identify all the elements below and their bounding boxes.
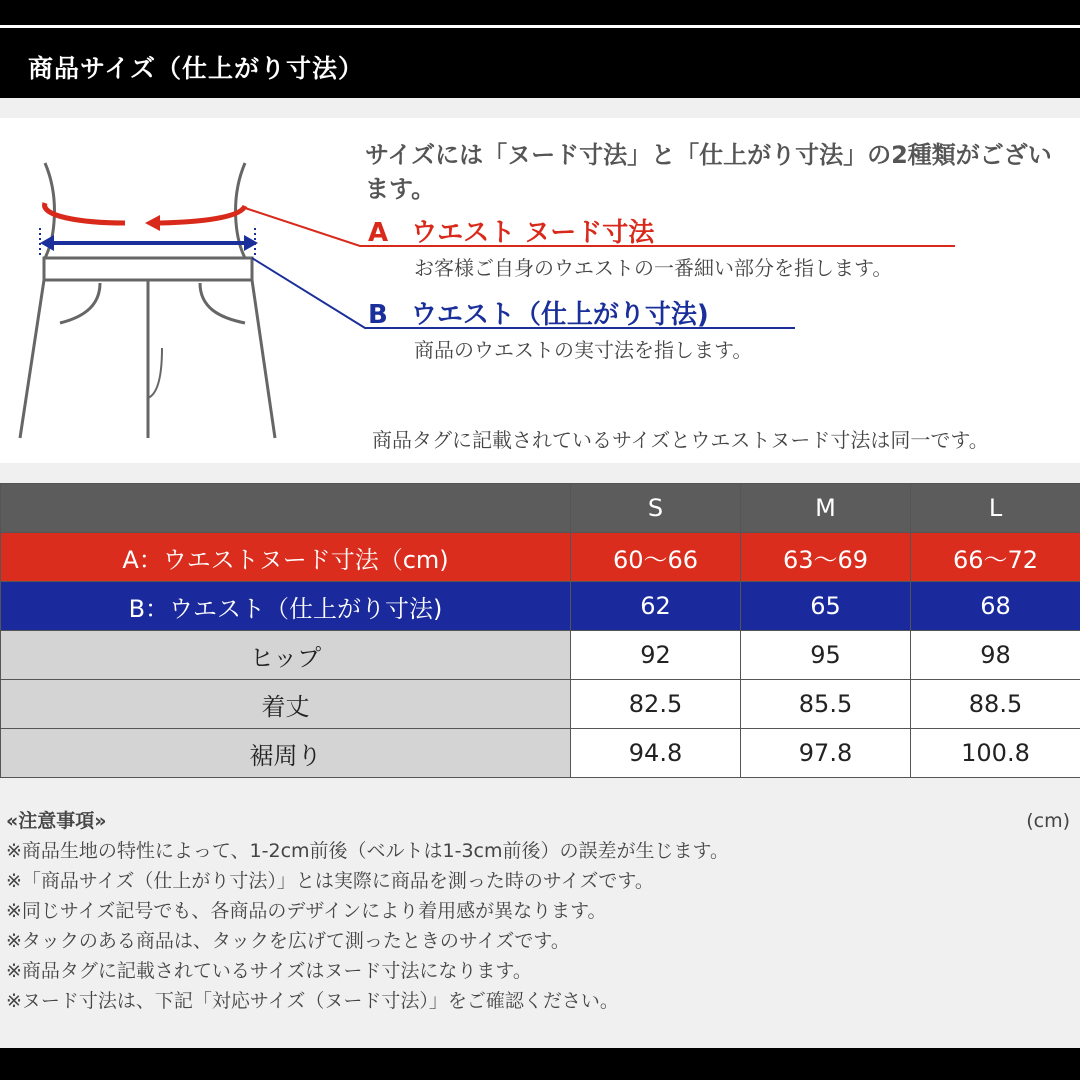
table-cell: 65	[741, 582, 911, 631]
row-label: 裾周り	[1, 729, 571, 778]
table-row	[1, 631, 1080, 680]
row-label: ヒップ	[1, 631, 571, 680]
note-item: ※「商品サイズ（仕上がり寸法）」とは実際に商品を測った時のサイズです。	[6, 870, 654, 892]
label-b-text: ウエスト（仕上がり寸法)	[410, 300, 709, 330]
column-header: M	[741, 484, 911, 533]
note-item: ※商品タグに記載されているサイズはヌード寸法になります。	[6, 960, 532, 982]
note-item: ※商品生地の特性によって、1-2cm前後（ベルトは1-3cm前後）の誤差が生じます。	[6, 840, 729, 862]
table-row	[1, 533, 1080, 582]
table-cell: 98	[911, 631, 1080, 680]
label-b	[368, 294, 709, 331]
table-corner	[1, 484, 571, 533]
row-label: 着丈	[1, 680, 571, 729]
note-item: ※ヌード寸法は、下記「対応サイズ（ヌード寸法）」をご確認ください。	[6, 990, 619, 1012]
table-cell: 60〜66	[571, 533, 741, 582]
table-cell: 100.8	[911, 729, 1080, 778]
row-label: A：ウエストヌード寸法（cm)	[1, 533, 571, 582]
table-row	[1, 729, 1080, 778]
label-a	[368, 212, 654, 249]
table-header-row	[1, 484, 1080, 533]
intro-text: サイズには「ヌード寸法」と「仕上がり寸法」の2種類がございます。	[365, 141, 1052, 203]
label-b-letter: B	[368, 300, 388, 330]
notes-section	[6, 806, 729, 1016]
illustration-area	[0, 118, 1080, 463]
row-label: B：ウエスト（仕上がり寸法)	[1, 582, 571, 631]
table-cell: 66〜72	[911, 533, 1080, 582]
label-a-letter: A	[368, 218, 389, 248]
table-cell: 85.5	[741, 680, 911, 729]
table-cell: 88.5	[911, 680, 1080, 729]
table-cell: 62	[571, 582, 741, 631]
table-cell: 95	[741, 631, 911, 680]
label-a-text: ウエスト ヌード寸法	[411, 218, 655, 248]
table-row	[1, 680, 1080, 729]
size-table	[0, 483, 1080, 778]
column-header: S	[571, 484, 741, 533]
page-title: 商品サイズ（仕上がり寸法）	[28, 54, 365, 83]
tag-note: 商品タグに記載されているサイズとウエストヌード寸法は同一です。	[372, 428, 989, 452]
table-row	[1, 582, 1080, 631]
table-cell: 92	[571, 631, 741, 680]
table-cell: 94.8	[571, 729, 741, 778]
table-cell: 97.8	[741, 729, 911, 778]
note-item: ※タックのある商品は、タックを広げて測ったときのサイズです。	[6, 930, 570, 952]
note-item: ※同じサイズ記号でも、各商品のデザインにより着用感が異なります。	[6, 900, 607, 922]
unit-label: (cm)	[1026, 810, 1070, 832]
label-a-desc: お客様ご自身のウエストの一番細い部分を指します。	[414, 256, 893, 280]
header-bar	[0, 28, 1080, 98]
table-cell: 82.5	[571, 680, 741, 729]
content-panel	[0, 98, 1080, 1048]
label-b-desc: 商品のウエストの実寸法を指します。	[414, 338, 753, 362]
notes-title: «注意事項»	[6, 810, 107, 832]
table-cell: 68	[911, 582, 1080, 631]
column-header: L	[911, 484, 1080, 533]
table-cell: 63〜69	[741, 533, 911, 582]
